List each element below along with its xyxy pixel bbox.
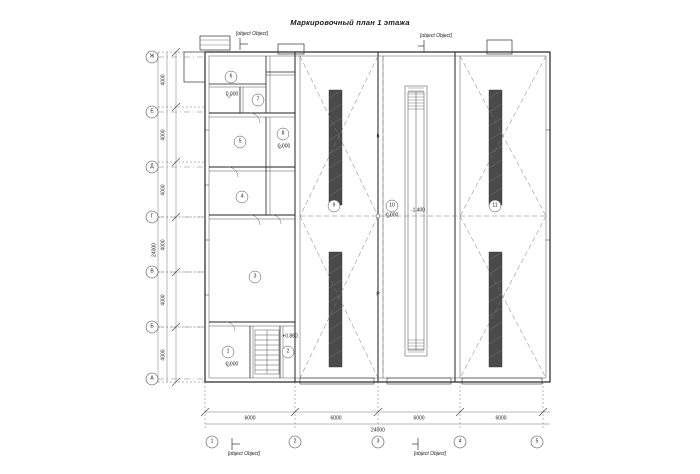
dimension-horizontal-total: 24000 bbox=[371, 427, 385, 434]
axis-label-horizontal-3: 3 bbox=[376, 438, 380, 445]
level-mark-room-10: 0.000 bbox=[385, 212, 399, 219]
dimension-vertical-1: 4000 bbox=[160, 74, 167, 86]
axis-label-vertical-d: Д bbox=[150, 163, 154, 170]
level-mark-room-6: 0.000 bbox=[225, 91, 239, 98]
level-mark-room-8: 0.000 bbox=[277, 143, 291, 150]
section-mark-top-2: [object Object] bbox=[420, 33, 452, 39]
dimension-horizontal-3: 6000 bbox=[413, 415, 425, 422]
axis-label-horizontal-5: 5 bbox=[535, 438, 539, 445]
dimension-vertical-3: 4000 bbox=[160, 184, 167, 196]
axis-label-vertical-g: Г bbox=[150, 213, 154, 220]
mark-p: P bbox=[376, 291, 380, 298]
room-number-2: 2 bbox=[286, 348, 290, 355]
room-number-9: 9 bbox=[332, 202, 336, 209]
room-number-7: 7 bbox=[256, 96, 260, 103]
level-mark-trench: -1.400 bbox=[410, 207, 426, 214]
dimension-vertical-5: 4000 bbox=[160, 294, 167, 306]
axis-label-vertical-a: А bbox=[150, 375, 154, 382]
room-number-6: 6 bbox=[229, 73, 233, 80]
room-number-11: 11 bbox=[492, 202, 498, 209]
dimension-vertical-2: 4000 bbox=[160, 129, 167, 141]
axis-label-horizontal-1: 1 bbox=[210, 438, 214, 445]
room-number-8: 8 bbox=[281, 130, 285, 137]
room-number-5: 5 bbox=[238, 138, 242, 145]
axis-label-vertical-zh: Ж bbox=[149, 53, 155, 60]
section-mark-top-1: [object Object] bbox=[236, 31, 268, 37]
axis-label-horizontal-2: 2 bbox=[293, 438, 297, 445]
axis-label-vertical-b: Б bbox=[150, 323, 154, 330]
level-mark-room-1: 0.000 bbox=[225, 361, 239, 368]
room-number-10: 10 bbox=[389, 202, 395, 209]
dimension-vertical-total: 24000 bbox=[151, 243, 158, 257]
axis-label-vertical-v: В bbox=[150, 268, 154, 275]
dimension-horizontal-1: 6000 bbox=[244, 415, 256, 422]
room-number-4: 4 bbox=[240, 193, 244, 200]
dimension-vertical-4: 4000 bbox=[160, 239, 167, 251]
sheet-title: Маркировочный план 1 этажа bbox=[290, 18, 410, 27]
section-mark-bottom-1: [object Object] bbox=[228, 451, 260, 457]
dimension-horizontal-2: 6000 bbox=[330, 415, 342, 422]
mark-b: b bbox=[376, 133, 380, 140]
room-number-1: 1 bbox=[226, 348, 230, 355]
axis-label-vertical-ye: Е bbox=[150, 108, 154, 115]
section-mark-bottom-2: [object Object] bbox=[414, 451, 446, 457]
level-mark-stair: +0.860 bbox=[282, 333, 298, 340]
room-number-3: 3 bbox=[253, 273, 257, 280]
axis-label-horizontal-4: 4 bbox=[458, 438, 462, 445]
dimension-horizontal-4: 6000 bbox=[495, 415, 507, 422]
dimension-vertical-6: 4000 bbox=[160, 349, 167, 361]
